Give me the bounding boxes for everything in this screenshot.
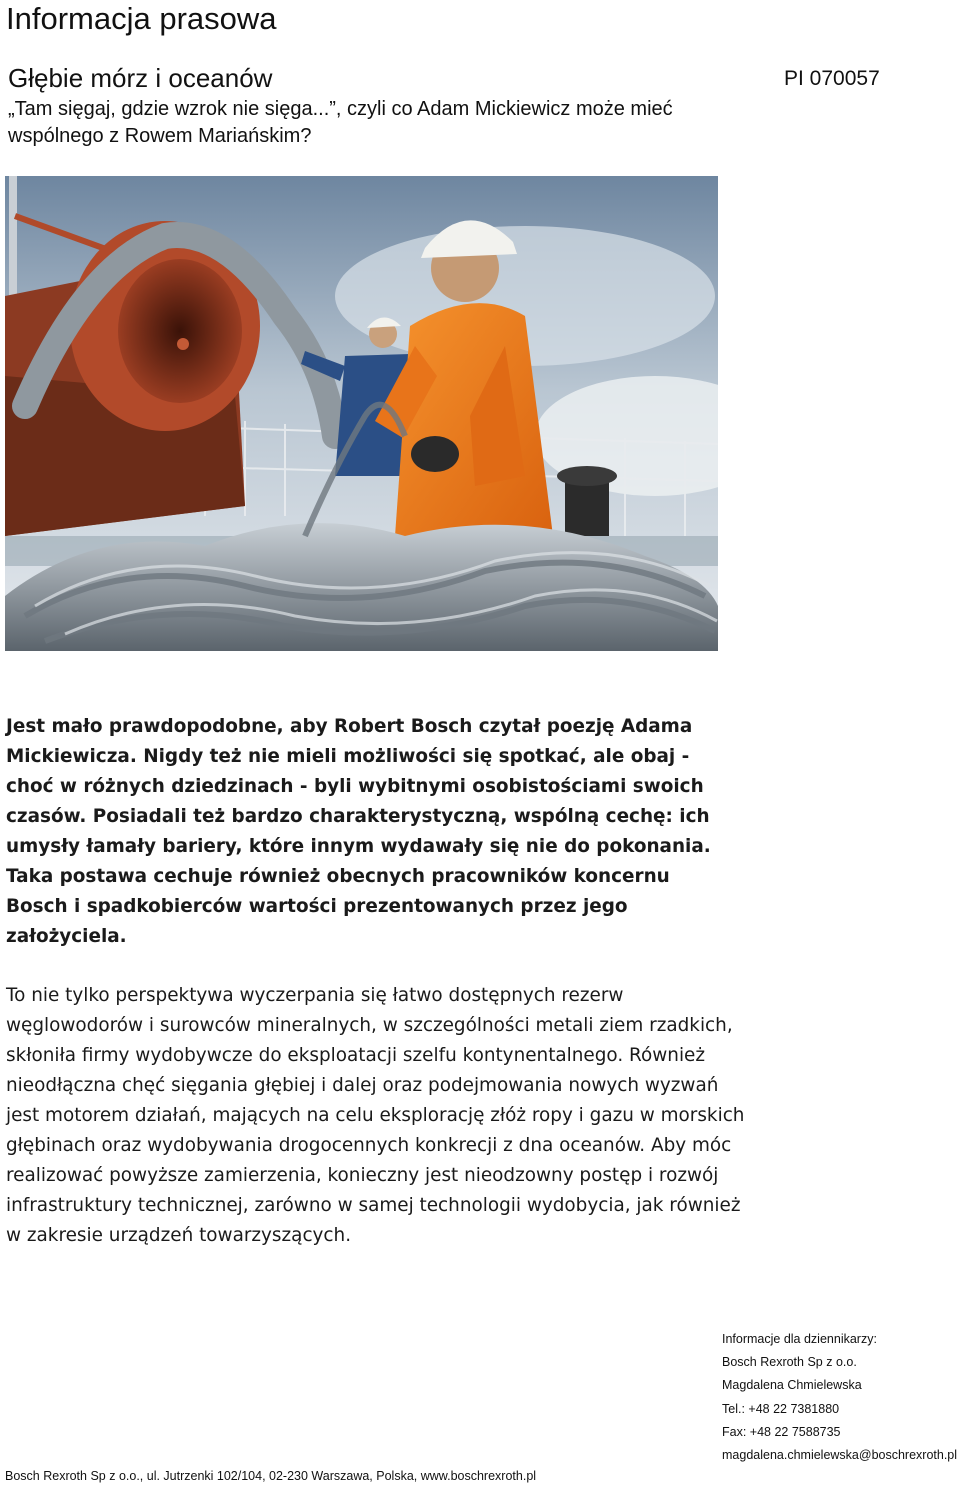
- press-release-number: PI 070057: [784, 67, 880, 90]
- subheadline: „Tam sięgaj, gdzie wzrok nie sięga...”, czyli co Adam Mickiewicz może mieć wspólnego z Rowem Mariańskim?: [8, 98, 673, 147]
- document-type-title: Informacja prasowa: [6, 1, 277, 36]
- body-paragraph: To nie tylko perspektywa wyczerpania się łatwo dostępnych rezerw węglowodorów i surowców mineralnych, w szczególności metali ziem rzadkich, skłoniła firmy wydobywcze do eksploatacji szelfu kontynentalnego. Również nieodłączna chęć sięgania głębiej i dalej oraz podejmowania nowych wyzwań jest motorem działań, mających na celu eksplorację złóż ropy i gazu w morskich głębinach oraz wydobywania drogocennych konkrecji z dna oceanów. Aby móc realizować powyższe zamierzenia, konieczny jest nieodzowny postęp i rozwój infrastruktury technicznej, zarówno w samej technologii wydobycia, jak również w zakresie urządzeń towarzyszących.: [6, 985, 745, 1246]
- contact-email-link[interactable]: magdalena.chmielewska@boschrexroth.pl: [722, 1448, 958, 1463]
- press-contact-block: [722, 1328, 960, 1467]
- contact-heading: Informacje dla dziennikarzy:: [722, 1332, 877, 1346]
- lead-paragraph: Jest mało prawdopodobne, aby Robert Bosch czytał poezję Adama Mickiewicza. Nigdy też nie mieli możliwości się spotkać, ale obaj - choć w różnych dziedzinach - byli wybitnymi osobistościami swoich czasów. Posiadali też bardzo charakterystyczną, wspólną cechę: ich umysły łamały bariery, które innym wydawały się nie do pokonania. Taka postawa cechuje również obecnych pracowników koncernu Bosch i spadkobierców wartości prezentowanych przez jego założyciela.: [6, 716, 711, 947]
- photo-icon: [5, 176, 718, 651]
- contact-company: Bosch Rexroth Sp z o.o.: [722, 1355, 857, 1370]
- headline: Głębie mórz i oceanów: [8, 63, 273, 93]
- contact-phone: Tel.: +48 22 7381880: [722, 1401, 840, 1416]
- footer-address: Bosch Rexroth Sp z o.o., ul. Jutrzenki 102/104, 02-230 Warszawa, Polska, www.boschrexroth.pl: [5, 1469, 537, 1483]
- contact-fax: Fax: +48 22 7588735: [722, 1424, 841, 1439]
- photo-offshore-workers: [5, 176, 718, 651]
- contact-person: Magdalena Chmielewska: [722, 1378, 862, 1393]
